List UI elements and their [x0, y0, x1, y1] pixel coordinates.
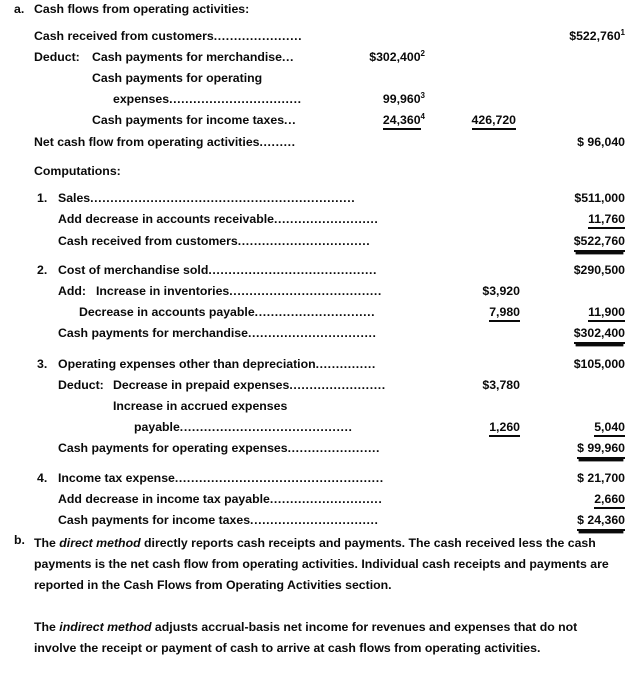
leader-dots: ...	[284, 113, 297, 127]
statement-row-net	[0, 135, 633, 156]
leader-dots: ....................................................	[174, 471, 384, 485]
row-label: expenses.................................	[113, 92, 302, 106]
row-label-prefix: Deduct:	[58, 378, 104, 392]
amount-inner: $3,920	[482, 284, 520, 298]
paragraph-1-pre: The	[34, 536, 60, 550]
computation-row	[0, 263, 633, 284]
part-b-marker: b.	[14, 533, 25, 547]
row-label: Increase in accrued expenses	[113, 399, 288, 413]
row-label: Net cash flow from operating activities.........	[34, 135, 296, 149]
amount-right	[492, 420, 625, 434]
computation-number: 4.	[37, 471, 48, 485]
row-label-prefix: Deduct:	[34, 50, 80, 64]
row-label-prefix: Add:	[58, 284, 86, 298]
amount-right: $ 21,700	[577, 471, 625, 485]
row-label: Decrease in prepaid expenses........................	[113, 378, 386, 392]
computation-row	[0, 492, 633, 513]
row-label: Cash received from customers.................................	[58, 234, 371, 248]
indirect-method-term: indirect method	[59, 620, 152, 634]
amount-underlined: 2,660	[594, 492, 625, 509]
statement-row	[0, 29, 633, 50]
amount-inner	[325, 113, 425, 127]
leader-dots: ..................................................................	[90, 191, 356, 205]
leader-dots: ................................	[247, 326, 377, 340]
leader-dots: ..........................	[273, 212, 379, 226]
leader-dots: ...............	[315, 357, 376, 371]
amount-right: $522,760$^1$	[569, 27, 625, 43]
amount-right	[492, 234, 625, 248]
computation-row	[0, 357, 633, 378]
row-label: Operating expenses other than depreciation...............	[58, 357, 376, 371]
part-b-paragraph-1	[34, 533, 610, 596]
computation-number: 1.	[37, 191, 48, 205]
part-a-title: Cash flows from operating activities:	[34, 2, 250, 16]
leader-dots: ............................	[269, 492, 383, 506]
amount-underlined: 7,980	[489, 305, 520, 322]
row-label: Add decrease in income tax payable............................	[58, 492, 383, 506]
computations-heading: Computations:	[34, 164, 121, 178]
amount-double-underlined: $ 99,960	[577, 441, 625, 459]
amount-underlined: 24,360	[383, 113, 421, 130]
amount-underlined: 426,720	[472, 113, 516, 130]
amount-right: $ 96,040	[577, 135, 625, 149]
paragraph-1-post: directly reports cash receipts and payments. The cash received less the cash payments is the net cash flow from operating activities. Individual cash receipts and payments are reported in the Cash Flows from Operating Activities section.	[34, 536, 609, 592]
amount-double-underlined: $302,400	[574, 326, 625, 344]
direct-method-term: direct method	[59, 536, 141, 550]
row-label: Decrease in accounts payable..............................	[79, 305, 376, 319]
row-label: Cash payments for operating	[92, 71, 263, 85]
computation-row	[0, 441, 633, 462]
amount-underlined: 1,260	[489, 420, 520, 437]
leader-dots: .......................	[287, 441, 381, 455]
row-label: Cost of merchandise sold..........................................	[58, 263, 378, 277]
footnote-ref: 4	[420, 111, 425, 121]
amount-right	[492, 212, 625, 226]
leader-dots: ..........................................	[208, 263, 378, 277]
leader-dots: .................................	[169, 92, 302, 106]
computation-row	[0, 191, 633, 212]
computation-number: 2.	[37, 263, 48, 277]
paragraph-2-post: adjusts accrual-basis net income for revenues and expenses that do not involve the receipt or payment of cash to arrive at cash flows from operating activities.	[34, 620, 578, 655]
amount-inner: 99,960$^3$	[382, 90, 425, 106]
leader-dots: ................................	[250, 513, 379, 527]
amount-right: $290,500	[573, 263, 625, 277]
computations-heading-row	[0, 164, 633, 185]
amount-right	[492, 305, 625, 319]
amount-underlined: 11,900	[588, 305, 625, 322]
amount-right	[492, 513, 625, 527]
row-label: Income tax expense....................................................	[58, 471, 384, 485]
row-label: Add decrease in accounts receivable..........................	[58, 212, 379, 226]
amount-right	[492, 326, 625, 340]
amount-right	[492, 492, 625, 506]
leader-dots: ..............................	[254, 305, 376, 319]
paragraph-2-pre: The	[34, 620, 60, 634]
amount-double-underlined: $ 24,360	[577, 513, 625, 531]
leader-dots: ........................	[289, 378, 386, 392]
computation-row	[0, 212, 633, 233]
footnote-ref: 1	[620, 27, 625, 37]
amount-subtotal	[438, 113, 516, 127]
computation-row	[0, 326, 633, 347]
part-a-heading-row	[0, 2, 633, 23]
computation-row	[0, 471, 633, 492]
row-label: Cash payments for income taxes................................	[58, 513, 379, 527]
amount-underlined: 11,760	[588, 212, 625, 229]
computation-row	[0, 513, 633, 534]
computation-row	[0, 399, 633, 420]
statement-row	[0, 113, 633, 134]
row-label: Cash payments for merchandise................................	[58, 326, 377, 340]
amount-double-underlined: $522,760	[574, 234, 625, 252]
computation-row	[0, 378, 633, 399]
computation-row	[0, 234, 633, 255]
statement-row	[0, 71, 633, 92]
row-label: Cash payments for merchandise...	[92, 50, 295, 64]
amount-inner: $302,400$^2$	[369, 48, 425, 64]
computation-row	[0, 420, 633, 441]
leader-dots: ......................	[213, 29, 303, 43]
computation-number: 3.	[37, 357, 48, 371]
leader-dots: .........	[259, 135, 296, 149]
leader-dots: ...	[281, 50, 295, 64]
leader-dots: ......................................	[229, 284, 382, 298]
amount-inner: $3,780	[482, 378, 520, 392]
row-label: Increase in inventories......................................	[96, 284, 382, 298]
part-b-paragraph-2	[34, 617, 610, 659]
amount-underlined: 5,040	[594, 420, 625, 437]
leader-dots: .................................	[237, 234, 371, 248]
statement-row	[0, 92, 633, 113]
amount-right: $511,000	[574, 191, 625, 205]
amount-right	[492, 441, 625, 455]
computation-row	[0, 305, 633, 326]
footnote-ref: 3	[420, 90, 425, 100]
computation-row	[0, 284, 633, 305]
statement-row	[0, 50, 633, 71]
amount-right: $105,000	[573, 357, 625, 371]
row-label: payable...........................................	[134, 420, 353, 434]
part-a-marker: a.	[14, 2, 25, 16]
row-label: Cash payments for operating expenses.......................	[58, 441, 381, 455]
row-label: Sales..................................................................	[58, 191, 356, 205]
leader-dots: ...........................................	[179, 420, 353, 434]
footnote-ref: 2	[420, 48, 425, 58]
row-label: Cash received from customers......................	[34, 29, 303, 43]
row-label: Cash payments for income taxes...	[92, 113, 297, 127]
